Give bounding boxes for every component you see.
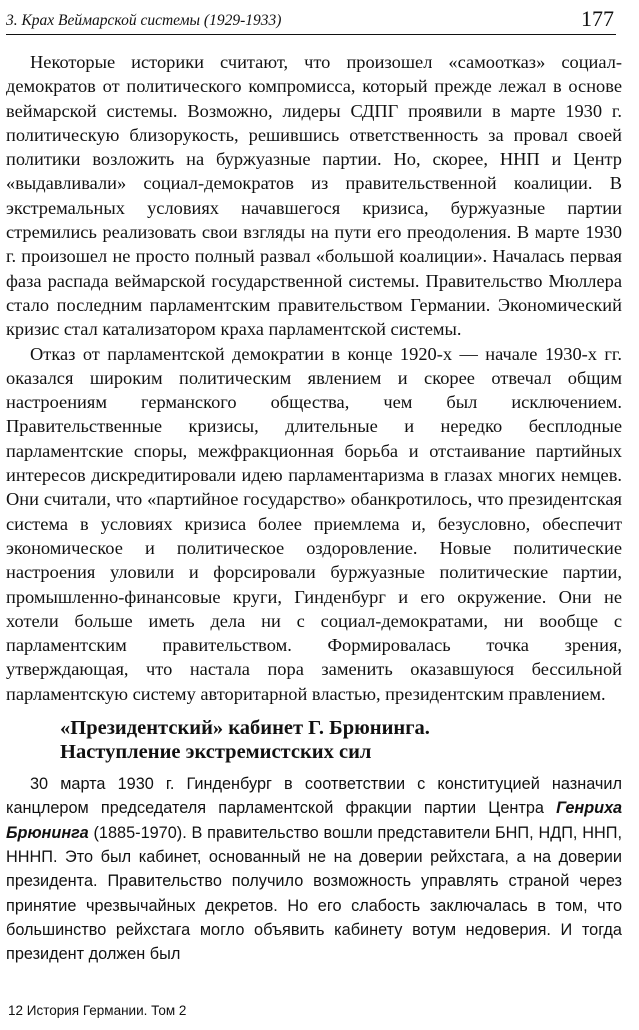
paragraph-1: Некоторые историки считают, что произошел «самоотказ» социал-демократов от политического компромисса, который прежде лежал в основе веймарской системы. Возможно, лидеры СДПГ проявили в марте 1930 г. политическую близорукость, решившись ответственность за провал своей политики возложить на буржуазные партии. Но, скорее, ННП и Центр «выдавливали» социал-демократов из правительственной коалиции. В экстремальных условиях начавшегося кризиса, буржуазные партии стремились реализовать свои взгляды на пути его преодоления. В марте 1930 г. произошел не просто полный развал «большой коалиции». Началась первая фаза распада веймарской государственной системы. Правительство Мюллера стало последним парламентским правительством Германии. Экономический кризис стал катализатором краха парламентской системы. [6, 52, 622, 340]
section-heading-line-2: Наступление экстремистских сил [60, 741, 372, 764]
person-name-emphasis: Генриха Брюнинга [6, 799, 622, 842]
section-heading [6, 716, 622, 764]
sheet-signature: 12 История Германии. Том 2 [8, 1003, 187, 1018]
page-body [6, 50, 622, 966]
paragraph-3-text-end: (1885-1970). В правительство вошли представители БНП, НДП, ННП, НННП. Это был кабинет, основанный не на доверии рейхстага, а на доверии президента. Правительство получило возможность управлять страной через принятие чрезвычайных декретов. Но его слабость заключалась в том, что большинство рейхстага могло объявить кабинету вотум недоверия. И тогда президент должен был [6, 823, 622, 964]
section-heading-line-1: «Президентский» кабинет Г. Брюнинга. [60, 717, 430, 740]
paragraph-2: Отказ от парламентской демократии в конце 1920-х — начале 1930-х гг. оказался широким политическим явлением и скорее отвечал общим настроениям германского общества, чем был исключением. Правительственные кризисы, длительные и нередко бесплодные парламентские споры, межфракционная борьба и отстаивание партийных интересов дискредитировали идею парламентаризма в глазах многих немцев. Они считали, что «партийное государство» обанкротилось, что президентская система в условиях кризиса более приемлема и, безусловно, обеспечит экономическое и политическое оздоровление. Новые политические настроения уловили и форсировали буржуазные политические партии, промышленно-финансовые круги, Гинденбург и его окружение. Они не хотели больше иметь дела ни с социал-демократами, ни вообще с парламентским правительством. Формировалась точка зрения, утверждающая, что настала пора заменить оказавшуюся бессильной парламентскую систему авторитарной властью, президентским правлением. [6, 343, 622, 704]
paragraph-3 [6, 772, 622, 966]
running-head: 3. Крах Веймарской системы (1929-1933) [6, 12, 282, 29]
page-number: 177 [581, 6, 614, 31]
page-header [6, 6, 616, 35]
paragraph-3-text-start: 30 марта 1930 г. Гинденбург в соответствии с конституцией назначил канцлером председателя парламентской фракции партии Центра [6, 775, 622, 818]
